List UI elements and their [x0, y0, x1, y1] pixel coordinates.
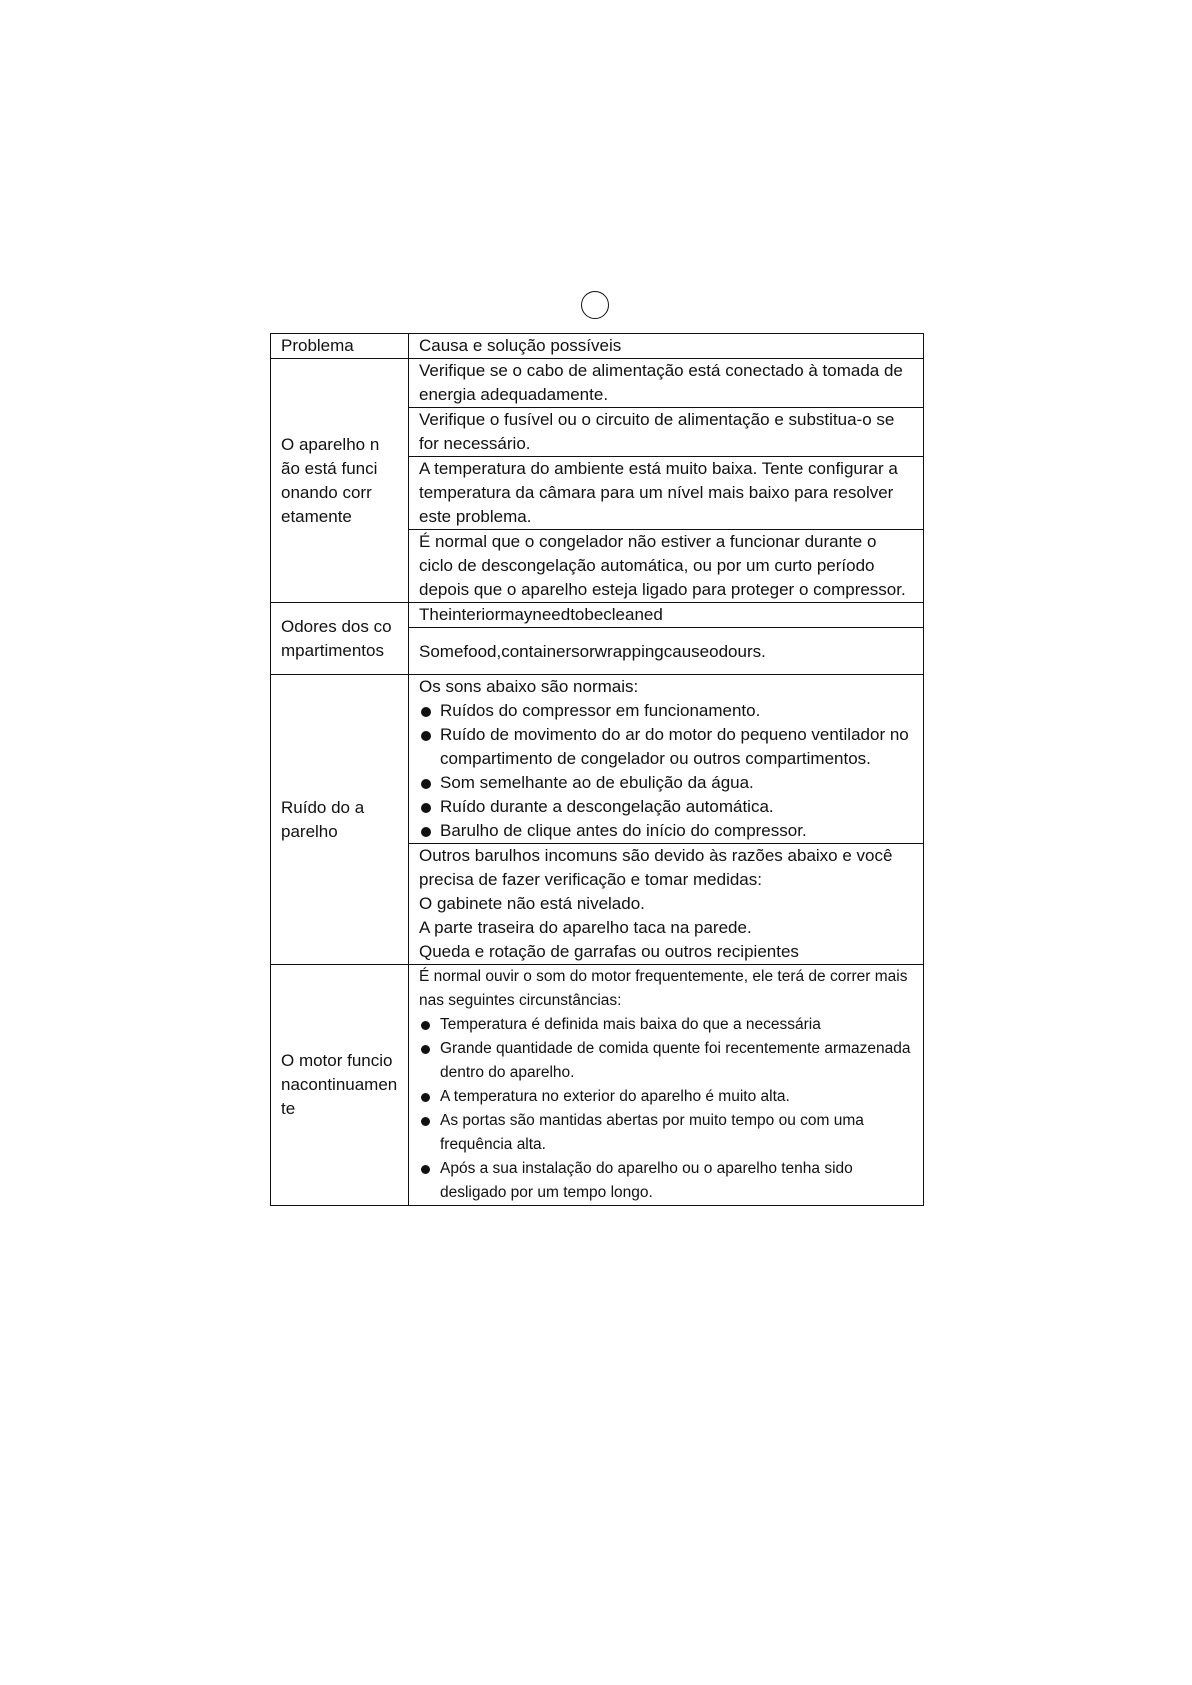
- motor-intro: É normal ouvir o som do motor frequentemente, ele terá de correr mais nas seguintes circunstâncias:: [419, 968, 908, 1009]
- normal-sounds-intro: Os sons abaixo são normais:: [419, 677, 639, 696]
- list-item: Temperatura é definida mais baixa do que a necessária: [419, 1013, 913, 1037]
- cause-cell: Verifique o fusível ou o circuito de alimentação e substitua-o se for necessário.: [409, 408, 924, 457]
- troubleshooting-table: [270, 333, 924, 1206]
- other-noises-text: Queda e rotação de garrafas ou outros recipientes: [419, 942, 799, 961]
- table-row: [271, 965, 924, 1206]
- cause-cell: A temperatura do ambiente está muito baixa. Tente configurar a temperatura da câmara para um nível mais baixo para resolver este problema.: [409, 457, 924, 530]
- table-row: [271, 359, 924, 408]
- cause-cell: [409, 628, 924, 675]
- header-problem: Problema: [271, 334, 409, 359]
- page-number-circle: [581, 291, 609, 319]
- cause-cell: [409, 675, 924, 844]
- problem-cell: O motor funcionacontinuamente: [271, 965, 409, 1206]
- problem-cell: Ruído do aparelho: [271, 675, 409, 965]
- other-noises-text: O gabinete não está nivelado.: [419, 894, 645, 913]
- list-item: As portas são mantidas abertas por muito tempo ou com uma frequência alta.: [419, 1109, 913, 1157]
- list-item: Após a sua instalação do aparelho ou o aparelho tenha sido desligado por um tempo longo.: [419, 1157, 913, 1205]
- problem-cell: Odores dos compartimentos: [271, 603, 409, 675]
- problem-cell: O aparelho não está funcionando corretamente: [271, 359, 409, 603]
- cause-cell: Verifique se o cabo de alimentação está conectado à tomada de energia adequadamente.: [409, 359, 924, 408]
- normal-sounds-list: [419, 699, 913, 843]
- table-row: [271, 675, 924, 844]
- motor-circumstances-list: [419, 1013, 913, 1205]
- list-item: Som semelhante ao de ebulição da água.: [419, 771, 913, 795]
- header-cause: Causa e solução possíveis: [409, 334, 924, 359]
- cause-text: Somefood,containersorwrappingcauseodours.: [419, 642, 766, 661]
- list-item: Grande quantidade de comida quente foi recentemente armazenada dentro do aparelho.: [419, 1037, 913, 1085]
- table-row: [271, 603, 924, 628]
- other-noises-text: A parte traseira do aparelho taca na parede.: [419, 918, 752, 937]
- cause-cell: [409, 844, 924, 965]
- cause-cell: É normal que o congelador não estiver a funcionar durante o ciclo de descongelação automática, ou por um curto período depois que o aparelho esteja ligado para proteger o compressor.: [409, 530, 924, 603]
- list-item: Ruído durante a descongelação automática.: [419, 795, 913, 819]
- list-item: Barulho de clique antes do início do compressor.: [419, 819, 913, 843]
- table-header-row: [271, 334, 924, 359]
- cause-cell: [409, 965, 924, 1206]
- list-item: Ruído de movimento do ar do motor do pequeno ventilador no compartimento de congelador ou outros compartimentos.: [419, 723, 913, 771]
- list-item: Ruídos do compressor em funcionamento.: [419, 699, 913, 723]
- other-noises-text: Outros barulhos incomuns são devido às razões abaixo e você precisa de fazer verificação e tomar medidas:: [419, 846, 893, 889]
- cause-cell: Theinteriormayneedtobecleaned: [409, 603, 924, 628]
- list-item: A temperatura no exterior do aparelho é muito alta.: [419, 1085, 913, 1109]
